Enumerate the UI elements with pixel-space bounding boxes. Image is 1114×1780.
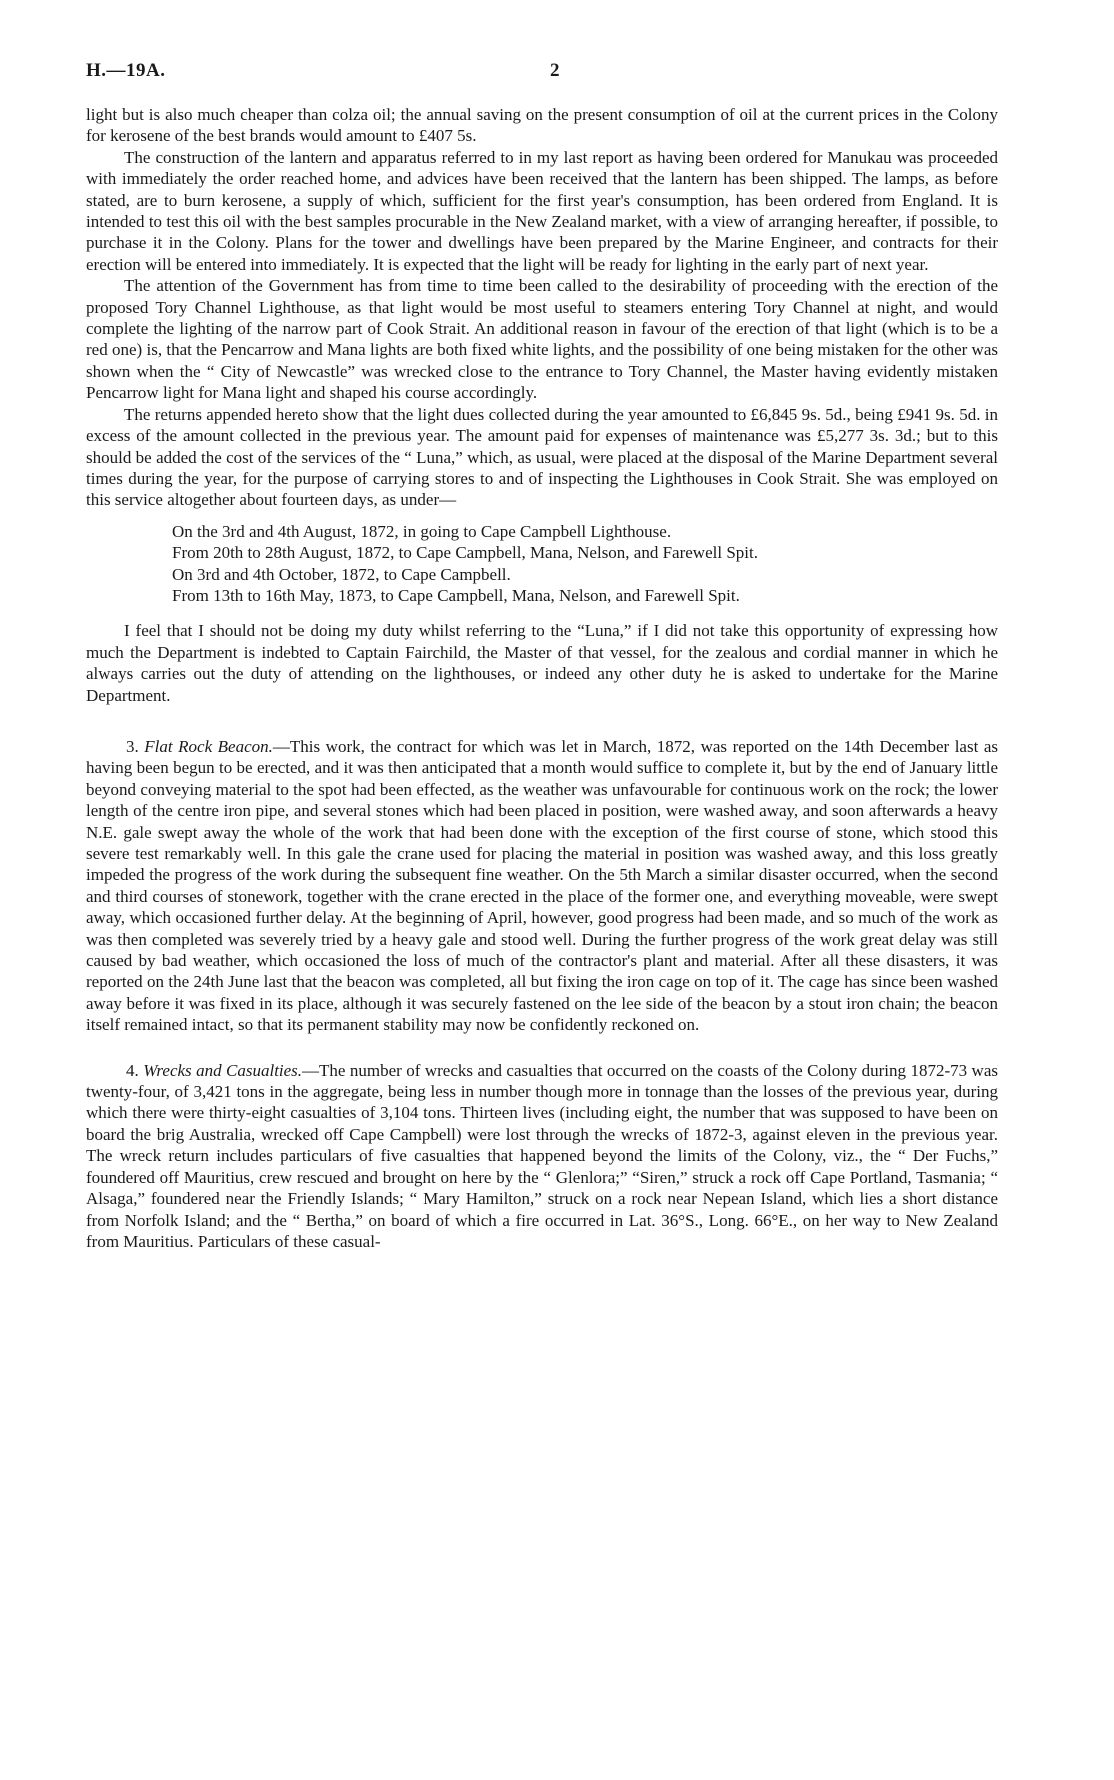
page-header <box>86 60 998 92</box>
paragraph-captain-fairchild: I feel that I should not be doing my duty whilst referring to the “Luna,” if I did not take this opportunity of expressing how much the Department is indebted to Captain Fairchild, the Master of that vessel, for the zealous and cordial manner in which he always carries out the duty of attending on the lighthouses, or indeed any other duty he is asked to undertake for the Marine Department. <box>86 621 998 705</box>
paragraph-light-dues: The returns appended hereto show that the light dues collected during the year amounted to £6,845 9s. 5d., being £941 9s. 5d. in excess of the amount collected in the previous year. The amount paid for expenses of maintenance was £5,277 3s. 3d.; but to this should be added the cost of the services of the “ Luna,” which, as usual, were placed at the disposal of the Marine Department several times during the year, for the purpose of carrying stores to and of inspecting the Lighthouses in Cook Strait. She was employed on this service altogether about fourteen days, as under— <box>86 404 998 510</box>
section-number: 3. <box>126 736 139 756</box>
list-item: From 13th to 16th May, 1873, to Cape Campbell, Mana, Nelson, and Farewell Spit. <box>172 585 740 605</box>
section-text: —This work, the contract for which was let in March, 1872, was reported on the 14th December last as having been begun to be erected, and it was then anticipated that a month would suffice to complete it, but by the end of January little beyond conveying material to the spot had been effected, as the weather was unfavourable for continuous work on the rock; the lower length of the centre iron pipe, and several stones which had been placed in position, were washed away, and soon afterwards a heavy N.E. gale swept away the whole of the work that had been done with the exception of the first course of stone, which stood this severe test remarkably well. In this gale the crane used for placing the material in position was washed away, and this loss greatly impeded the progress of the work during the subsequent fine weather. On the 5th March a similar disaster occurred, when the second and third courses of stonework, together with the crane erected in the place of the former one, and everything moveable, were swept away, which occasioned further delay. At the beginning of April, however, good progress had been made, and so much of the work as was then completed was severely tried by a heavy gale and stood well. During the further progress of the work great delay was still caused by bad weather, which occasioned the loss of much of the contractor's plant and material. After all these disasters, it was reported on the 24th June last that the beacon was completed, all but fixing the iron cage on top of it. The cage has since been washed away before it was fixed in its place, although it was securely fastened on the lee side of the beacon by a stout iron chain; the beacon itself remained intact, so that its permanent stability may now be confidently reckoned on. <box>86 736 999 1035</box>
paragraph-continuation: light but is also much cheaper than colza oil; the annual saving on the present consumption of oil at the current prices in the Colony for kerosene of the best brands would amount to £407 5s. <box>86 105 998 146</box>
section-text: —The number of wrecks and casualties that occurred on the coasts of the Colony during 1872-73 was twenty-four, of 3,421 tons in the aggregate, being less in number though more in tonnage than the losses of the previous year, during which there were thirty-eight casualties of 3,104 tons. Thirteen lives (including eight, the number that was supposed to have been on board the brig Australia, wrecked off Cape Campbell) were lost through the wrecks of 1872-3, against eleven in the previous year. The wreck return includes particulars of five casualties that happened beyond the limits of the Colony, viz., the “ Der Fuchs,” foundered off Mauritius, crew rescued and brought on here by the “ Glenlora;” “Siren,” struck a rock off Cape Portland, Tasmania; “ Alsaga,” foundered near the Friendly Islands; “ Mary Hamilton,” struck on a rock near Nepean Island, which lies a short distance from Norfolk Island; and the “ Bertha,” on board of which a fire occurred in Lat. 36°S., Long. 66°E., on her way to New Zealand from Mauritius. Particulars of these casual- <box>86 1060 998 1251</box>
list-item: On the 3rd and 4th August, 1872, in going to Cape Campbell Lighthouse. <box>172 521 672 541</box>
list-item: From 20th to 28th August, 1872, to Cape Campbell, Mana, Nelson, and Farewell Spit. <box>172 543 758 563</box>
document-body <box>86 104 998 1252</box>
paragraph-manukau-lantern: The construction of the lantern and apparatus referred to in my last report as having been ordered for Manukau was proceeded with immediately the order reached home, and advices have been received that the lantern has been shipped. The lamps, as before stated, are to burn kerosene, a supply of which, sufficient for the first year's consumption, has been ordered from England. It is intended to test this oil with the best samples procurable in the New Zealand market, with a view of arranging hereafter, if possible, to purchase it in the Colony. Plans for the tower and dwellings have been prepared by the Marine Engineer, and contracts for their erection will be entered into immediately. It is expected that the light will be ready for lighting in the early part of next year. <box>86 147 998 274</box>
document-page <box>86 60 998 1252</box>
luna-service-list <box>172 521 998 607</box>
section-title: Flat Rock Beacon. <box>144 736 273 756</box>
page-number: 2 <box>550 60 560 81</box>
document-reference: H.—19A. <box>86 60 166 81</box>
section-number: 4. <box>126 1060 139 1080</box>
list-item: On 3rd and 4th October, 1872, to Cape Campbell. <box>172 564 511 584</box>
section-wrecks-casualties <box>86 1060 998 1253</box>
section-title: Wrecks and Casualties. <box>143 1060 303 1080</box>
section-flat-rock-beacon <box>86 736 998 1036</box>
paragraph-tory-channel: The attention of the Government has from time to time been called to the desirability of proceeding with the erection of the proposed Tory Channel Lighthouse, as that light would be most useful to steamers entering Tory Channel at night, and would complete the lighting of the narrow part of Cook Strait. An additional reason in favour of the erection of that light (which is to be a red one) is, that the Pencarrow and Mana lights are both fixed white lights, and the possibility of one being mistaken for the other was shown when the “ City of Newcastle” was wrecked close to the entrance to Tory Channel, the Master having evidently mistaken Pencarrow light for Mana light and shaped his course accordingly. <box>86 276 998 403</box>
